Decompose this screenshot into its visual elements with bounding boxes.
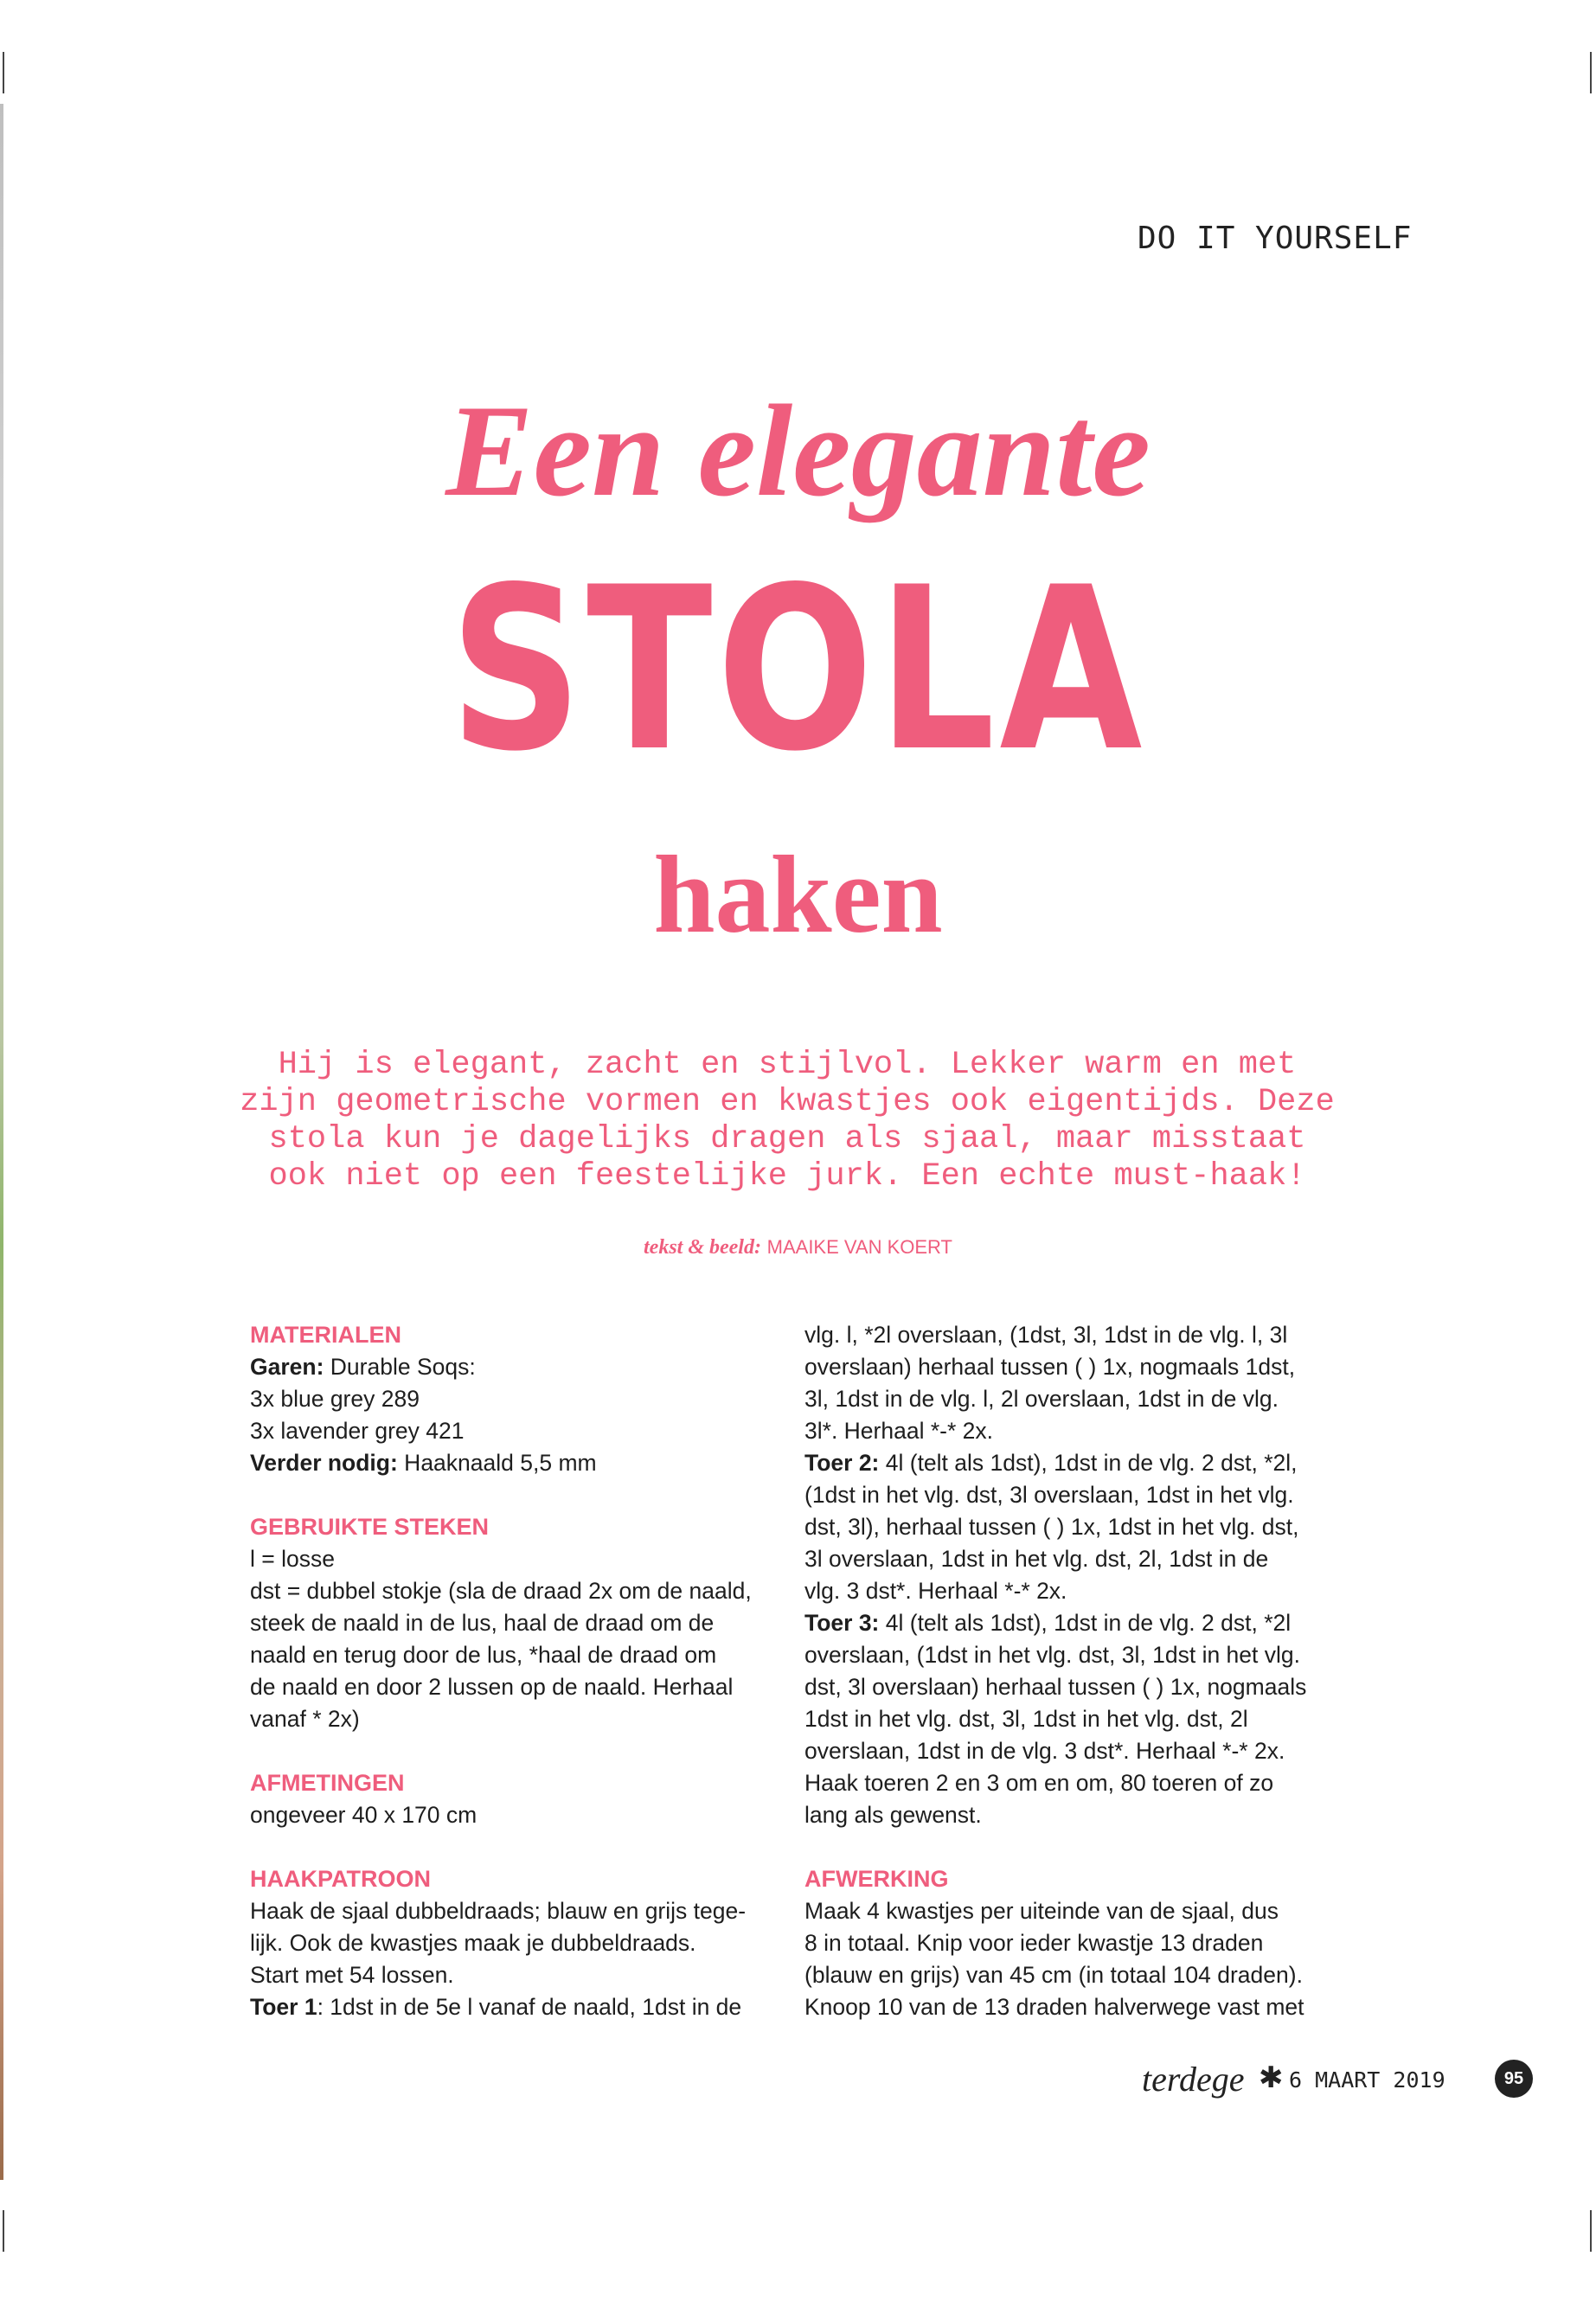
crop-mark-bottom-left (3, 2210, 4, 2252)
intro-line: ook niet op een feestelijke jurk. Een echte must-haak! (268, 1158, 1306, 1195)
toer2-cont-line: (1dst in het vlg. dst, 3l overslaan, 1dst in het vlg. (804, 1482, 1294, 1508)
intro-line: zijn geometrische vormen en kwastjes ook eigentijds. Deze (240, 1084, 1335, 1120)
afwerking-line: 8 in totaal. Knip voor ieder kwastje 13 draden (804, 1930, 1264, 1956)
materiaal-item: 3x lavender grey 421 (250, 1418, 465, 1444)
toer3-cont-line: dst, 3l overslaan) herhaal tussen ( ) 1x, nogmaals (804, 1674, 1307, 1700)
intro-line: Hij is elegant, zacht en stijlvol. Lekker warm en met (278, 1047, 1297, 1083)
toer1-cont-line: 3l, 1dst in de vlg. l, 2l overslaan, 1dst in de vlg. (804, 1386, 1279, 1412)
steken-line: de naald en door 2 lussen op de naald. Herhaal (250, 1674, 734, 1700)
haakpatroon-heading: HAAKPATROON (250, 1866, 431, 1892)
title-line-1: Een elegante (445, 378, 1151, 523)
crop-mark-bottom-right (1590, 2210, 1592, 2252)
credit-line (0, 1235, 1596, 1259)
toer3-cont-line: Haak toeren 2 en 3 om en om, 80 toeren of zo (804, 1770, 1274, 1796)
toer1-cont-line: vlg. l, *2l overslaan, (1dst, 3l, 1dst in de vlg. l, 3l (804, 1322, 1288, 1348)
afwerking-heading: AFWERKING (804, 1866, 949, 1892)
garen-value: Durable Soqs: (324, 1354, 476, 1380)
toer3-line (804, 1607, 1324, 1639)
footer-date: 6 MAART 2019 (1289, 2067, 1445, 2093)
toer2-cont-line: dst, 3l), herhaal tussen ( ) 1x, 1dst in het vlg. dst, (804, 1514, 1299, 1540)
intro-line: stola kun je dagelijks dragen als sjaal, maar misstaat (268, 1121, 1306, 1157)
steken-line: vanaf * 2x) (250, 1706, 360, 1732)
garen-line (250, 1351, 769, 1383)
title-line-2: STOLA (449, 540, 1147, 801)
toer1-text: : 1dst in de 5e l vanaf de naald, 1dst in de (317, 1994, 742, 2020)
right-column (804, 1319, 1324, 2023)
haakpatroon-line: Start met 54 lossen. (250, 1962, 454, 1988)
credit-name: MAAIKE VAN KOERT (766, 1236, 952, 1258)
title-line-3: haken (653, 833, 943, 956)
star-icon: ✱ (1259, 2061, 1284, 2094)
verder-nodig-line (250, 1447, 769, 1479)
haakpatroon-line: lijk. Ook de kwastjes maak je dubbeldraads. (250, 1930, 696, 1956)
afmetingen-value: ongeveer 40 x 170 cm (250, 1802, 478, 1828)
toer3-cont-line: lang als gewenst. (804, 1802, 982, 1828)
afwerking-line: Knoop 10 van de 13 draden halverwege vast met (804, 1994, 1304, 2020)
toer3-cont-line: 1dst in het vlg. dst, 3l, 1dst in het vlg. dst, 2l (804, 1706, 1248, 1732)
page-number: 95 (1495, 2060, 1533, 2098)
steken-line: l = losse (250, 1546, 335, 1572)
toer2-cont-line: vlg. 3 dst*. Herhaal *-* 2x. (804, 1578, 1067, 1604)
afwerking-line: (blauw en grijs) van 45 cm (in totaal 104 draden). (804, 1962, 1303, 1988)
intro-text (199, 1047, 1375, 1195)
toer2-first: 4l (telt als 1dst), 1dst in de vlg. 2 dst, *2l, (879, 1450, 1298, 1476)
left-column (250, 1319, 769, 2023)
footer-brand-logo: terdege (1142, 2060, 1245, 2099)
toer1-cont-line: 3l*. Herhaal *-* 2x. (804, 1418, 993, 1444)
steken-heading: GEBRUIKTE STEKEN (250, 1514, 490, 1540)
crop-mark-top-right (1590, 52, 1592, 93)
afmetingen-heading: AFMETINGEN (250, 1770, 405, 1796)
toer1-cont-line: overslaan) herhaal tussen ( ) 1x, nogmaals 1dst, (804, 1354, 1296, 1380)
section-label: DO IT YOURSELF (1138, 221, 1413, 256)
toer3-cont-line: overslaan, (1dst in het vlg. dst, 3l, 1dst in het vlg. (804, 1642, 1300, 1668)
verder-label: Verder nodig: (250, 1450, 398, 1476)
steken-line: dst = dubbel stokje (sla de draad 2x om de naald, (250, 1578, 752, 1604)
toer2-line (804, 1447, 1324, 1479)
garen-label: Garen: (250, 1354, 324, 1380)
toer2-cont-line: 3l overslaan, 1dst in het vlg. dst, 2l, 1dst in de (804, 1546, 1269, 1572)
toer2-label: Toer 2: (804, 1450, 880, 1476)
toer3-first: 4l (telt als 1dst), 1dst in de vlg. 2 dst, *2l (879, 1610, 1292, 1636)
toer1-line (250, 1991, 769, 2023)
toer3-label: Toer 3: (804, 1610, 880, 1636)
credit-label: tekst & beeld: (644, 1236, 761, 1259)
toer1-label: Toer 1 (250, 1994, 317, 2020)
materiaal-item: 3x blue grey 289 (250, 1386, 420, 1412)
materialen-heading: MATERIALEN (250, 1322, 401, 1348)
haakpatroon-line: Haak de sjaal dubbeldraads; blauw en grijs tege- (250, 1898, 747, 1924)
steken-line: naald en terug door de lus, *haal de draad om (250, 1642, 717, 1668)
steken-line: steek de naald in de lus, haal de draad om de (250, 1610, 715, 1636)
toer3-cont-line: overslaan, 1dst in de vlg. 3 dst*. Herhaal *-* 2x. (804, 1738, 1285, 1764)
afwerking-line: Maak 4 kwastjes per uiteinde van de sjaal, dus (804, 1898, 1279, 1924)
verder-value: Haaknaald 5,5 mm (397, 1450, 597, 1476)
crop-mark-top-left (3, 52, 4, 93)
